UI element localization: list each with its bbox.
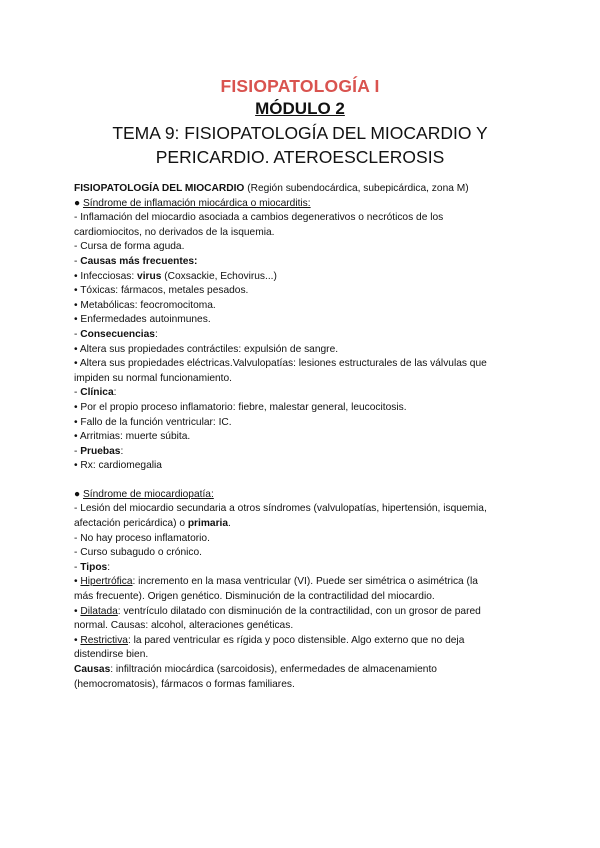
subheading-label: Tipos — [80, 561, 108, 573]
text-line: normal. Causas: alcohol, alteraciones genéticas. — [74, 620, 294, 632]
bullet-icon: ● — [74, 488, 83, 500]
list-item: • Tóxicas: fármacos, metales pesados. — [74, 285, 249, 297]
causes-label: Causas — [74, 664, 111, 675]
colon: : — [113, 387, 117, 399]
text-line: distendirse bien. — [74, 649, 149, 661]
dash: - — [74, 387, 81, 399]
type-name: Restrictiva — [80, 634, 128, 646]
type-desc: : la pared ventricular es rígida y poco distensible. Algo externo que no deja — [127, 634, 465, 646]
colon: : — [120, 445, 124, 457]
section-heading-rest: (Región subendocárdica, subepicárdica, zona M) — [244, 183, 469, 194]
text-line: impiden su normal funcionamiento. — [74, 372, 232, 384]
section-heading-bold: FISIOPATOLOGÍA DEL MIOCARDIO — [74, 183, 245, 194]
list-item-text: • Infecciosas: — [74, 270, 138, 282]
list-item-dilatada — [74, 605, 534, 620]
causes-text: : infiltración miocárdica (sarcoidosis), enfermedades de almacenamiento — [110, 664, 437, 675]
subheading-label: Clínica — [80, 387, 114, 399]
text-part: . — [228, 518, 231, 530]
bullet-icon: ● — [74, 197, 83, 209]
subheading-label: Causas más frecuentes: — [80, 255, 198, 267]
subheading-label: Pruebas — [80, 445, 121, 457]
list-item: • Metabólicas: feocromocitoma. — [74, 299, 216, 311]
type-name: Hipertrófica — [80, 576, 133, 588]
module-title: MÓDULO 2 — [255, 99, 345, 118]
text-line: - Cursa de forma aguda. — [74, 241, 185, 253]
list-item: • Rx: cardiomegalia — [74, 460, 162, 472]
colon: : — [107, 561, 111, 573]
list-item: • Altera sus propiedades contráctiles: expulsión de sangre. — [74, 343, 339, 355]
list-item-bold: virus — [137, 270, 162, 282]
list-item-text: (Coxsackie, Echovirus...) — [161, 270, 277, 282]
syndrome-title: Síndrome de miocardiopatía: — [82, 488, 214, 500]
dash: - — [74, 255, 81, 267]
bullet: • — [74, 576, 81, 588]
subheading-causas — [74, 255, 534, 270]
text-part: afectación pericárdica) o — [74, 518, 188, 530]
text-line: más frecuente). Origen genético. Disminución de la contractilidad del miocardio. — [74, 591, 435, 603]
document-body — [74, 182, 534, 692]
type-desc: : ventrículo dilatado con disminución de la contractilidad, con un grosor de pared — [117, 605, 481, 617]
bullet: • — [74, 605, 81, 617]
text-line — [74, 517, 534, 532]
subheading-label: Consecuencias — [80, 328, 155, 340]
list-item: • Altera sus propiedades eléctricas.Valvulopatías: lesiones estructurales de las válvulas que — [74, 358, 487, 370]
list-item-hipertrofica — [74, 575, 534, 590]
course-title: FISIOPATOLOGÍA I — [220, 76, 380, 96]
list-item: • Fallo de la función ventricular: IC. — [74, 416, 232, 428]
type-name: Dilatada — [80, 605, 118, 617]
bullet: • — [74, 634, 81, 646]
spacer — [74, 474, 534, 488]
topic-title-line2: PERICARDIO. ATEROESCLEROSIS — [155, 147, 445, 167]
dash: - — [74, 328, 81, 340]
subheading-clinica — [74, 386, 534, 401]
syndrome-heading-miocarditis — [74, 197, 534, 212]
subheading-pruebas — [74, 445, 534, 460]
text-line: - Curso subagudo o crónico. — [74, 547, 202, 559]
text-line: - Inflamación del miocardio asociada a cambios degenerativos o necróticos de los — [74, 212, 444, 224]
list-item — [74, 270, 534, 285]
topic-title-line1: TEMA 9: FISIOPATOLOGÍA DEL MIOCARDIO Y — [112, 123, 488, 143]
text-line: (hemocromatosis), fármacos o formas familiares. — [74, 678, 295, 690]
subheading-tipos — [74, 561, 534, 576]
text-line: - Lesión del miocardio secundaria a otros síndromes (valvulopatías, hipertensión, isquemia, — [74, 503, 487, 515]
list-item-restrictiva — [74, 634, 534, 649]
list-item: • Enfermedades autoinmunes. — [74, 314, 211, 326]
topic-title — [100, 121, 500, 169]
causes-line — [74, 663, 534, 678]
list-item: • Por el propio proceso inflamatorio: fiebre, malestar general, leucocitosis. — [74, 401, 407, 413]
text-line: - No hay proceso inflamatorio. — [74, 532, 210, 544]
dash: - — [74, 561, 81, 573]
list-item: • Arritmias: muerte súbita. — [74, 431, 191, 443]
subheading-consecuencias — [74, 328, 534, 343]
text-bold: primaria — [187, 518, 229, 530]
syndrome-heading-miocardiopatia — [74, 488, 534, 503]
syndrome-title: Síndrome de inflamación miocárdica o miocarditis: — [82, 197, 311, 209]
dash: - — [74, 445, 81, 457]
colon: : — [154, 328, 158, 340]
text-line: cardiomiocitos, no derivados de la isquemia. — [74, 226, 275, 238]
section-heading-miocardio — [74, 182, 534, 197]
type-desc: : incremento en la masa ventricular (VI). Puede ser simétrica o asimétrica (la — [132, 576, 478, 588]
